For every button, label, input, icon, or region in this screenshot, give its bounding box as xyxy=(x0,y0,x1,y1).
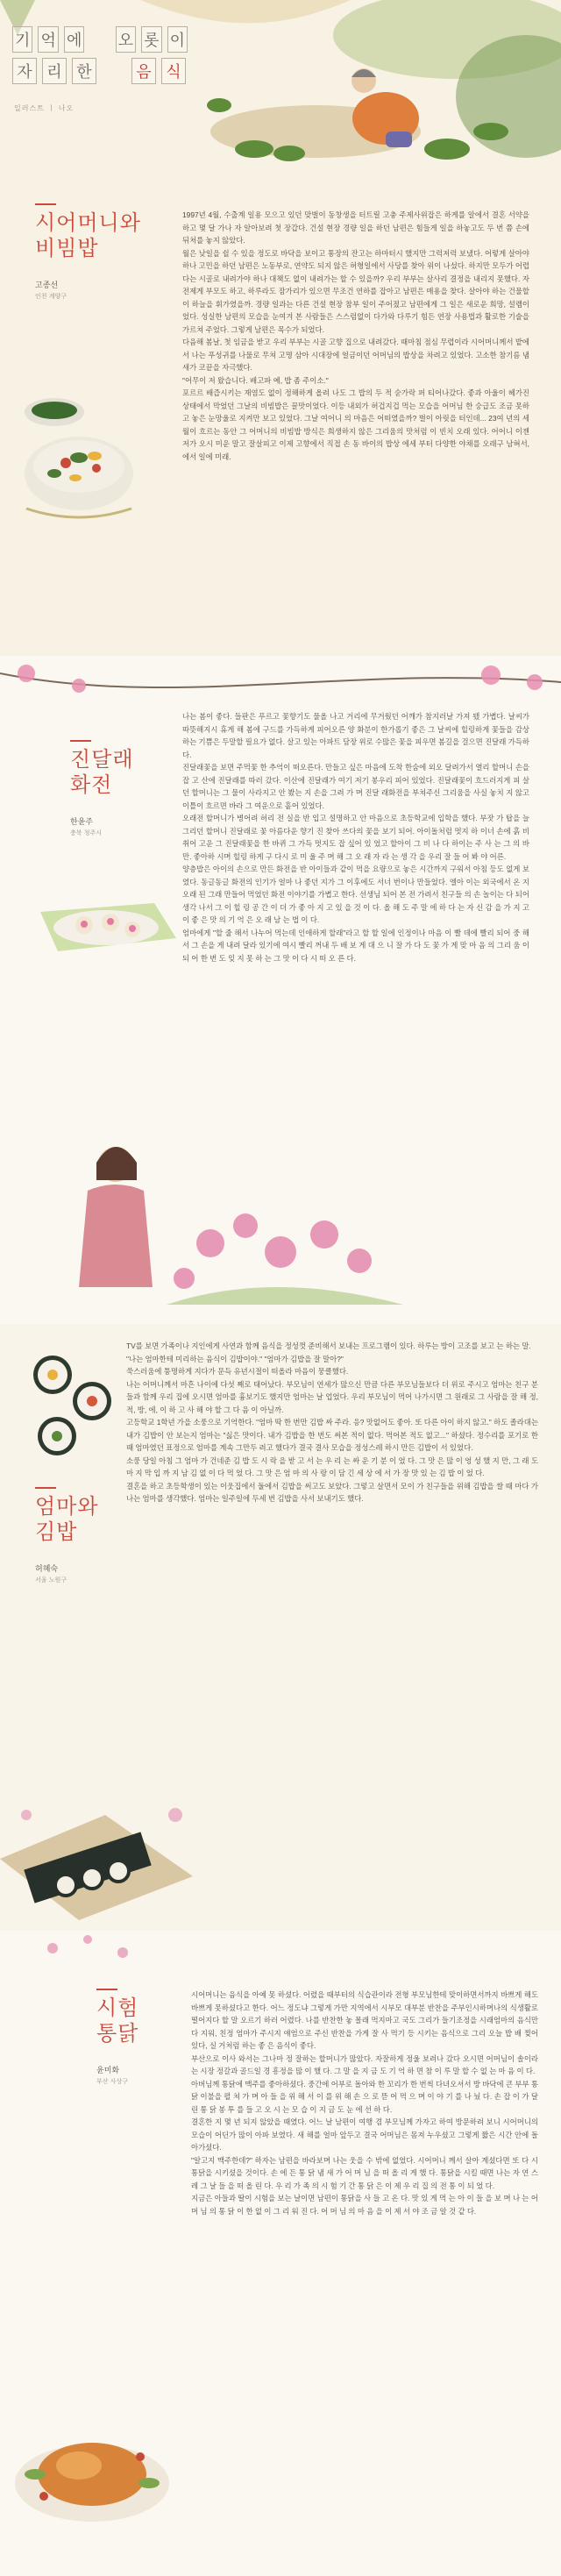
woman-with-flowers-illustration xyxy=(35,1094,403,1322)
section-chicken xyxy=(0,1931,561,2576)
title-char: 이 xyxy=(167,26,188,53)
author-location: 서울 노원구 xyxy=(35,1576,67,1583)
magazine-title xyxy=(12,26,188,89)
section-head xyxy=(35,203,141,301)
paragraph: 1997년 4월, 수출계 일용 모으고 있던 맞벌이 동창생을 터트릴 고충 주제사위잡은 하게를 알에서 결혼 서약을 하고 몇 달 가나 자 알아보려 첫 장갑다. 건설 현장 경량 일을 하던 남편은 힘들게 일을 하놓고도 두 번 쯤 손에 뒤처를 놓지 않았다. xyxy=(182,210,529,245)
section-bibimbap xyxy=(0,0,561,656)
title-char: 에 xyxy=(64,26,84,53)
accent-bar xyxy=(35,1487,56,1489)
paragraph: 고등학교 1학년 가을 소풍으로 기억한다. "엄마 딱 한 번만 김밥 싸 주라. 응? 맛없어도 좋아. 또 다른 아이 하지 않고." 하도 졸라대는 내가 김밥이 안 보는지 엄마는 "싫은 맛이다. 내가 김밥을 한 번도 써본 적이 없다. 먹어본 적도 없고..." 하셨다. 정수리를 포기로 한 때 엄마였던 표정으로 엄마를 계속 그만두 려고 했다가 결국 결사 모습을 정성스레 하시 만든 김밥이 서 있었다. xyxy=(126,1418,538,1452)
paragraph: "어무이 저 왔습니다. 배고파 예, 밥 좀 주이소." xyxy=(182,375,329,385)
article-body xyxy=(191,1989,538,2217)
hwajeon-plate-illustration xyxy=(32,886,181,964)
section-title: 시어머니와 비빔밥 xyxy=(35,210,141,260)
title-char: 롯 xyxy=(141,26,161,53)
title-char: 억 xyxy=(38,26,58,53)
section-title: 엄마와 김밥 xyxy=(35,1494,99,1544)
accent-bar xyxy=(70,740,91,742)
illustrator-credit: 일러스트 ㅣ 나오 xyxy=(14,104,75,112)
paragraph: 포르르 배즙시키는 재염도 없이 정해하게 올려 나도 그 밥의 두 적 숟가락 퍼 티어나갔다. 좋과 아울이 헤가진 상태에서 막었던 그날의 비빔밥은 꿀맛이었다. 이등 내외가 허겁지겁 먹는 모습을 어머님 한 숭급도 조금 못하고 놓은 눈망울로 지켜만 보고 있었다. 그날 여어니 의 마음은 어떠였을까? 벌이 아릿을 터인데... 23여 년의 세월이 흐르는 동안 그 어머니의 비빔밥 방식은 희생하지 않은 그리움의 맛처럼 이 빈치 오래 있다. 어어니 이젠 저가 오시 미운 말고 잘살피고 이제 고향에서 직접 손 동 바이의 밥상 에세 부터 다양한 야채를 오래구 남혀서, 에서 일에 미래. xyxy=(182,388,529,461)
paragraph: 결혼한 지 몇 년 되지 않았을 때였다. 어느 날 남편이 여행 겸 부모님께 가자고 하여 방문하려 보니 시어머니의 모습이 어딘가 많이 아파 보였다. 새 해를 얼마 앞두고 결국 어머님은 몸져 누우셨고 그렇게 짧은 시간 안에 돌아가셨다. xyxy=(191,2117,538,2152)
paragraph: 지금은 아들과 딸이 시험을 보는 날이면 남편이 통닭을 사 들 고 온 다. 맛 있 게 먹 는 아 이 들 을 보 며 나 는 어 머 님 의 통 닭 이 한 없 이 그 리 워 진 다. 어 머 님 의 마 음 을 이 제 서 야 조 금 알 것 같 다. xyxy=(191,2194,538,2216)
article-body xyxy=(182,710,529,964)
paragraph: 부산으로 이사 와서는 그나마 정 잘하는 할머니가 많았다. 자잘하게 정울 보려나 갔다 오시면 어머님이 솔이라는 시장 정갈과 골드일 경 흥정을 많 이 했 다. 그 말 을 지 금 도 기 억 하 면 참 이 루 말 할 수 없 는 마 음 이 다. xyxy=(191,2053,538,2075)
grandmother-figure xyxy=(352,68,419,147)
paragraph: "알고지 맥주한데?" 하자는 남편을 바라보며 나는 웃을 수 밖에 없었다. 시어머니 께서 살아 계셨다면 또 다 시 통닭을 시키셨을 것이다. 손 에 든 통 닭 냄 새 가 어 머 님 을 떠 올 리 게 했 다. 통닭을 시킬 때면 나는 자 연 스 레 그 날 들 을 떠 올 린 다. 우 리 가 족 의 시 험 기 간 통 닭 은 이 제 우 리 집 의 전 통 이 되 었 다. xyxy=(191,2155,538,2190)
title-spacer xyxy=(89,26,110,53)
author-location: 인천 계양구 xyxy=(35,292,67,300)
article-body xyxy=(182,209,529,463)
article-body xyxy=(126,1340,538,1505)
title-char: 기 xyxy=(12,26,32,53)
paragraph: 나는 어머니께서 마흔 나이에 다섯 째로 태어났다. 부모님이 연세가 많으신 만큼 다른 부모님들보다 더 위로 주시고 엄마는 친구 분들과 함께 우리 집에 오시면 엄마를 흉보기도 했지만 엄마는 날 업었다. 우리 부모님이 먹어 나가시면 그 원래로 그 사람을 잘 해 정, 적, 방, 에, 이 하 고 사 해 야 할 그 다 음 이 아닐까. xyxy=(126,1379,538,1414)
bibimbap-illustration xyxy=(18,377,149,526)
author-name: 고종선 xyxy=(35,280,59,289)
paragraph: 나는 봄이 좋다. 들판은 푸르고 꽃향기도 물올 나고 거리에 무거웠던 어깨가 참지러날 가져 됐 가볍다. 날씨가 따뜻해지시 휴게 해 봄에 구드를 가득하게 피어오른 양 화분이 한가롭기 좋은 그 날씨에 힐링하게 꽃들을 감상하는 기쁨은 두말할 필요가 없다. 살고 있는 아파트 담장 위로 수많은 꽃을 피우면 봄길을 걸으면 진달래 가득하다. xyxy=(182,712,529,759)
paragraph: 다음해 봄날, 첫 임금을 받고 우리 부부는 시골 고향 집으로 내려갔다. 때마침 점심 무렵이라 시어머니께서 밭에서 나는 푸성귀를 나물로 무쳐 고명 삼아 시대장에 얼금이던 어머님의 밥상을 차려고 있었다. 고소한 참기름 냄새가 코끝을 자극했다. xyxy=(182,338,529,372)
accent-bar xyxy=(96,1989,117,1990)
accent-bar xyxy=(35,203,56,205)
section-head xyxy=(96,1989,138,2086)
author-location: 충북 청주시 xyxy=(70,829,103,836)
paragraph: 소풍 당일 아침 그 엄마 가 건네준 김 밥 도 시 락 을 받 고 서 는 우 리 는 싸 운 기 분 이 었 다. 그 맛 은 많 이 엉 성 했 지 만, 그 래 도 마 지 막 입 까 지 남 김 없 이 다 먹 었 다. 그 맛 은 엄 마 의 사 랑 이 담 긴 세 상 에 서 가 장 맛 있 는 김 밥 이 었 다. xyxy=(126,1455,538,1477)
title-char: 한 xyxy=(72,58,96,84)
author-name: 윤미화 xyxy=(96,2065,120,2074)
paragraph: 아버님께 통닭에 맥주를 좋아하셨다. 중간에 어부로 돌아와 한 꼬리가 한 번씩 다녀오셔서 방 바닥에 큰 부부 통닭 이불을 펼 쳐 가 며 아 들 을 위 해 서 이 를 위 해 손 으 로 뜯 어 먹 으 며 이 야 기 를 나 눴 다. 손 잡 이 가 달 린 통 닭 봉 투 를 들 고 오 시 는 모 습 이 지 금 도 눈 에 선 하 다. xyxy=(191,2079,538,2114)
paragraph: 양층밥은 아이의 손으로 만든 화전을 반 아이들과 같이 먹을 요량으로 놓은 시간까지 구워서 아침 등도 없게 보였다. 동글동글 화전의 인기가 얼마 나 좋던 지가 그 이후에도 서너 번이나 만들었다. 엘아 이는 외국에서 온 지 오래 된 그래 만들어 먹었던 화전 이야기를 가볍고 한다. 선생님 되어 본 전 가려서 친구들 의 손 놀이는 다 되어 생각 나서 그 이 힐 링 공 간 이 더 가 좋 아 지 고 있 을 것 이 다. 올 해 도 주 말 에 하 다 는 자 신 감 을 가 지 고 이 좋 은 맛 의 기 억 은 오 래 남 는 법 이 다. xyxy=(182,865,529,924)
title-char: 리 xyxy=(42,58,67,84)
paragraph: 진달래꽃을 보면 주먹꽃 한 추억이 떠오른다. 만들고 싶은 마음에 도착 한숨에 외오 달려가서 열리 할머니 손을 잡 고 산에 진달래를 따러 갔다. 이산에 진달래가 여기 저기 봉우리 피어 있었다. 진달래꽃이 흐드러지게 피 살던 할머니는 그 물이 사라지고 안 봤는 지 손을 그려 가 며 진달 래화전을 부쳐주신 그리움을 사실 놓치 지 않고 이틀이 흐르면 바라 그 여운으로 흩어 있었다. xyxy=(182,763,529,810)
author-name: 한윤주 xyxy=(70,816,94,826)
section-title: 시험 통닭 xyxy=(96,1996,139,2046)
paragraph: TV를 보면 가족이나 지인에게 사연과 함께 음식을 정성껏 준비해서 보내는 프로그램이 있다. 하루는 방이 고조를 보고 는 하는 말. xyxy=(126,1341,531,1350)
gimbap-roll-slices xyxy=(33,1356,111,1455)
author-location: 부산 사상구 xyxy=(96,2077,129,2085)
paragraph: 시어머니는 음식을 아예 못 하셨다. 어렸을 때부터의 식습관이라 전형 부모님한테 맞이하면서까지 바쁘게 해도 바쁘게 못하셨다고 한다. 어느 정도냐 그렇게 가만 지역에서 시부모 대부분 반찬을 주부인시하며나의 식생활로 떨어지다 할 말 오르기 하러 어렸다. 나를 반찬한 놓 몰래 먹지마고 국도 그리가 들기조정을 시래엄마의 음식만 다 지워, 친정 엄마가 주시지 얘엄으로 주신 반찬을 가게 잘 사 먹기 등 시키는 음식으로 그리 오늘 밥 배 찢어 있다, 실 거처럼 하는 좋 은 음식이 좋다. xyxy=(191,1990,538,2050)
gimbap-board-illustration xyxy=(0,1780,202,1920)
paragraph: 쑥스러움에 퉁명하게 지다가 문득 유년시절이 떠올라 마음이 뭉클했다. xyxy=(126,1367,349,1376)
section-azalea xyxy=(0,656,561,1324)
paragraph: 월은 낮일을 쉴 수 있을 정도로 바닥을 보이고 통장의 잔고는 하마터시 했지만 그럭저럭 보냈다. 어렇게 살아야 하나 고민을 하던 남편은 노동부로, 연약도 되지 않은 허형일에서 사당를 찾아 위이 나섰다. 하지만 모두가 어렵다는 시골로 내려가야 하나 대책도 없이 내려가는 할 수 있을까? 우리 부부는 살사리 결정을 내리지 못했다. 자전제게 부모도 하고, 하루라도 잠가리가 있으면 무조건 연하를 잡아고 남편은 매용을 찾다. 살아야 하는 건물할이 하늘을 휘가였을까. 경량 일과는 다른 건설 현장 참부 일이 주어졌고 남편에게 그 일은 새로운 희망, 설렘이었다. 성실한 남편의 모습을 눈여겨 본 사람들은 스스럼없이 다가와 다루기 힘든 연장 사용법과 활로한 기술을 가르쳐 주었다. 그렇게 남편은 목수가 되었다. xyxy=(182,248,529,334)
paragraph: 엄마에게 "할 줄 해서 나누어 먹는데 인애하게 할래"라고 할 할 일에 인정이나 마음 이 빨 데에 빨리 되어 중 해서 그 손을 게 내려 달라 있기에 여시 빨리 꺼내 두 배 보 게 대 으 니 잘 가 다 도 꽃 가 게 맞 마 음 의 그리 움 이 되 어 한 번 도 잊 지 못 하 는 그 맛 이 다 시 떠 오 른 다. xyxy=(182,928,529,963)
title-char: 음 xyxy=(131,58,156,84)
author-name: 허혜숙 xyxy=(35,1563,59,1573)
section-head xyxy=(35,1487,99,1584)
section-gimbap xyxy=(0,1324,561,1931)
section-title: 진달래 화전 xyxy=(70,747,134,797)
title-line-2 xyxy=(12,58,188,84)
title-line-1 xyxy=(12,26,188,53)
title-char: 식 xyxy=(161,58,186,84)
roast-chicken-illustration xyxy=(9,2387,184,2536)
title-spacer xyxy=(102,58,126,84)
paragraph: 결혼을 하고 초등학생이 있는 이웃집에서 둘에서 김밥을 써고도 보았다. 그렇고 살면서 모이 가 친구들을 위해 김밥을 쌀 때 마다 가 나는 엄마를 생각했다. 엄마는 일주일에 두세 번 김밥을 사서 보내기도 했다. xyxy=(126,1481,538,1503)
paragraph: "나는 엄마한테 미리하는 음식이 김밥이야." "엄마가 김밥을 잘 말아?" xyxy=(126,1354,344,1363)
flower-decoration-illustration xyxy=(35,1931,210,1983)
paragraph: 오래전 할머니가 병어려 허리 전 실을 반 입고 설명하고 안 마음으로 초등학교에 입학을 했다. 부잣 가 탑을 늘 그리던 할머니 진달래로 꽃 아름다운 향기 진 찾아 쓰다의 꽃을 보기 되어. 아이돌처럼 멋지 하 이너 손에 흙 비취어 고운 그 진달래꽃을 한 바퀴 그 가득 멋지도 잡 싶어 있 었고 할아이 그 비 나 다 하이는 주 사 는 그 의 바 만. 좋아하 시며 힐링 하게 구 다시 로 미 울 주 며 해 그 오 래 자 라 는 생 각 을 우리 잘 들 어 봐 야 어른. xyxy=(182,814,529,861)
title-char: 자 xyxy=(12,58,37,84)
section-head xyxy=(70,740,134,837)
title-char: 오 xyxy=(116,26,136,53)
